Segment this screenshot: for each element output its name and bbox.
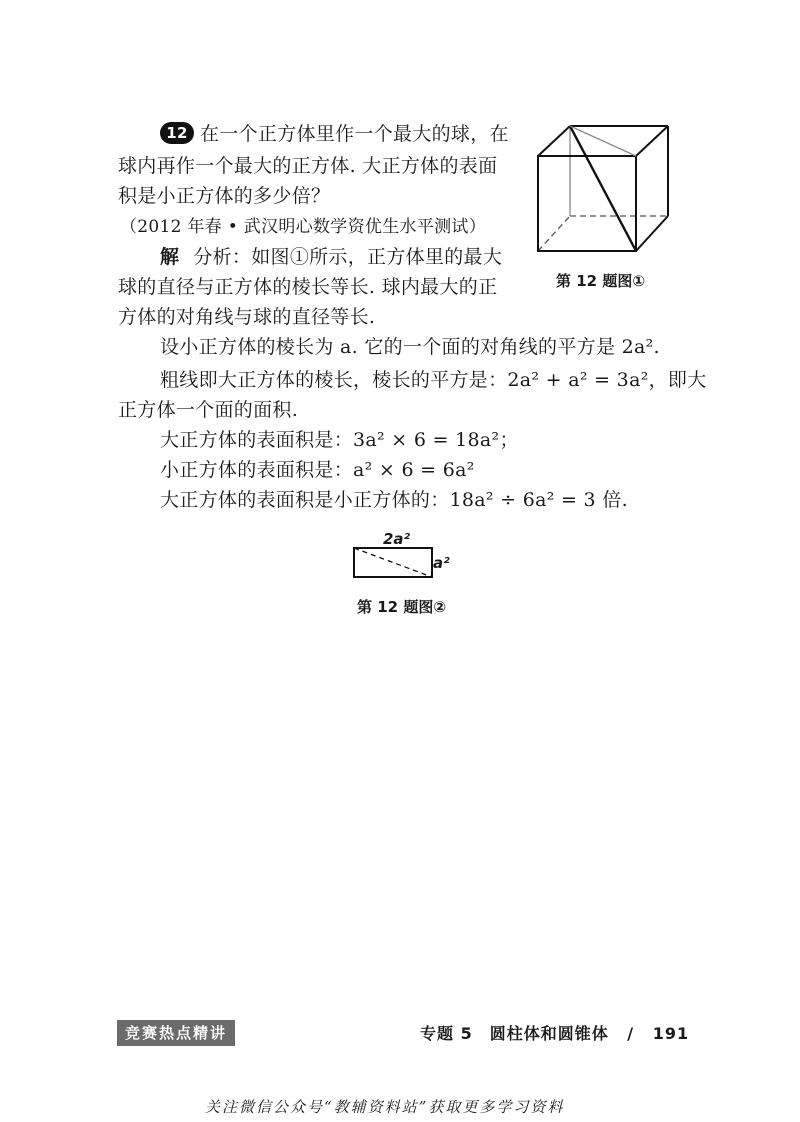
footer-chapter: 专题 5 圆柱体和圆锥体 bbox=[420, 1024, 609, 1043]
problem-line-2: 球内再作一个最大的正方体. 大正方体的表面 bbox=[118, 155, 498, 177]
figure-1-cube bbox=[530, 118, 675, 260]
problem-number-badge: 12 bbox=[160, 122, 194, 144]
cube-edge bbox=[636, 216, 668, 251]
cube-edge bbox=[538, 126, 570, 156]
step-3: 大正方体的表面积是：3a² × 6 = 18a²； bbox=[160, 429, 519, 451]
cube-edge bbox=[636, 126, 668, 156]
problem-line-1 bbox=[160, 120, 509, 148]
problem-line-3: 积是小正方体的多少倍？ bbox=[118, 185, 331, 207]
page-number: 191 bbox=[652, 1024, 690, 1043]
footer-running-head bbox=[420, 1021, 689, 1044]
footer-separator: / bbox=[627, 1024, 635, 1043]
figure-1-caption: 第 12 题图① bbox=[556, 272, 646, 290]
footer-badge: 竞赛热点精讲 bbox=[117, 1020, 235, 1046]
analysis-line-2: 球的直径与正方体的棱长等长. 球内最大的正 bbox=[118, 276, 498, 298]
step-2-line-1: 粗线即大正方体的棱长，棱长的平方是：2a² + a² = 3a²，即大 bbox=[160, 369, 707, 391]
problem-source: （2012 年春 • 武汉明心数学资优生水平测试） bbox=[120, 217, 487, 237]
step-5: 大正方体的表面积是小正方体的：18a² ÷ 6a² = 3 倍. bbox=[160, 489, 628, 511]
solution-label: 解 bbox=[160, 246, 180, 268]
space-diagonal bbox=[570, 126, 636, 251]
step-1: 设小正方体的棱长为 a. 它的一个面的对角线的平方是 2a². bbox=[160, 336, 660, 358]
cube-hidden-edge bbox=[538, 216, 570, 251]
rectangle-diagonal bbox=[354, 548, 432, 577]
cube-front-face bbox=[538, 156, 636, 251]
figure-2-top-label: 2a² bbox=[383, 530, 411, 548]
figure-2-rectangle bbox=[352, 546, 434, 580]
bottom-note: 关注微信公众号“教辅资料站”获取更多学习资料 bbox=[205, 1098, 565, 1116]
face-diagonal bbox=[570, 126, 636, 156]
figure-2-caption: 第 12 题图② bbox=[357, 598, 447, 616]
problem-text-1: 在一个正方体里作一个最大的球，在 bbox=[200, 123, 509, 145]
solution-line-1 bbox=[160, 243, 502, 271]
step-2-line-2: 正方体一个面的面积. bbox=[118, 399, 299, 421]
analysis-text-1: 分析：如图①所示，正方体里的最大 bbox=[193, 246, 503, 268]
analysis-line-3: 方体的对角线与球的直径等长. bbox=[118, 306, 376, 328]
step-4: 小正方体的表面积是：a² × 6 = 6a² bbox=[160, 459, 475, 481]
figure-2-side-label: a² bbox=[433, 554, 450, 572]
